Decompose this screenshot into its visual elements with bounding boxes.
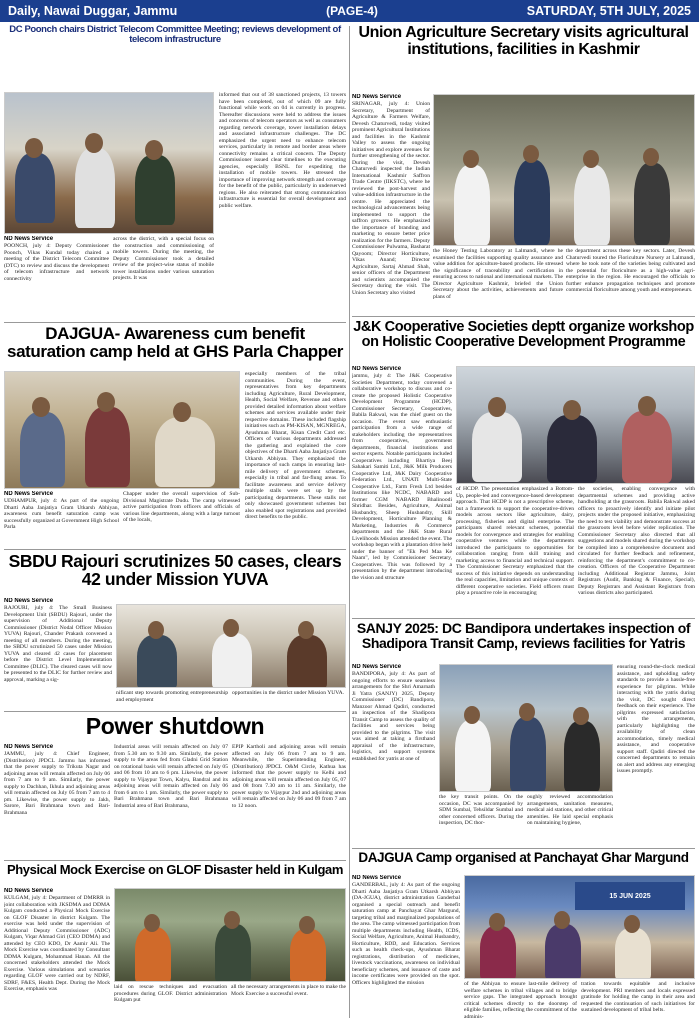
- photo-dajgua-camp: [4, 371, 240, 489]
- headline: SANJY 2025: DC Bandipora undertakes inspection of Shadipora Transit Camp, reviews facilities for Yatris: [356, 621, 691, 651]
- body-text: UDHAMPUR, july 4: As part of the ongoing Dharti Aaba Janjatiya Gram Utkarsh Abhiyan, awareness cum benefit saturation camp was successfully organized at Government High School Parla: [4, 498, 119, 530]
- article-glof-headline: [4, 863, 346, 885]
- article-glof-col1: [4, 888, 110, 1020]
- section-divider: [4, 322, 346, 323]
- article-sbdu-col3: [232, 690, 346, 710]
- photo-poonch-meeting: [4, 92, 214, 234]
- headline: Power shutdown: [85, 714, 265, 739]
- section-divider: [352, 316, 695, 317]
- body-text: jammu, july 4: The J&K Cooperative Societies Department, today convened a collaborative workshop to discuss and co-create the proposed Holistic Cooperative Development Programme (HCDP). Commissioner Secretary, Cooperatives, Babila Rakwal, was the chief guest on the occasion. The event saw enthusiastic participation from a wide range of stakeholders including the representatives from cooperatives, government departments, financial institutions and sector experts. Notable participants included Cooperatives including Bhartiya Beej Sahakari Samiti Ltd., J&K Milk Producers Cooperative Ltd, J&K Dairy Cooperative Federation Ltd., UNATI Multi-State Cooperative Ltd., Farm Fresh Ltd besides Institutions like NCDC, NABARD and former CGM NABARD Bhalinoodi Shridhar. Besides, Agriculture, Animal Husbandry, Sheep Husbandry, Skill Development, Horticulture Planning & Marketing, Industries & Commerce departments and the J&K State Rural Livelihoods Mission attended the event. The workshop began with a plantation drive held under the banner of "Ek Ped Maa Ke Naam", led by Commissioner Secretary, Cooperatives. This was followed by a presentation by the department introducing the vision and structure: [352, 373, 452, 581]
- body-text: across the district, with a special focus on the construction and commissioning of mobile towers. During the meeting, the Deputy Commissioner took a detailed review of the project-wise status of mobile tower installations under various saturation projects. It was: [113, 236, 214, 281]
- article-agri-col1: [352, 94, 430, 312]
- article-marg-col2: [464, 981, 577, 1020]
- byline: ND News Service: [352, 875, 402, 881]
- body-text: RAJOURI, july 4: The Small Business Development Unit (SBDU) Rajouri, under the supervision of Additional Deputy Commissioner (District Nodal Officer Mission YUVA) Rajouri, Chander Prakash convened a meeting of all members. During the meeting, the SBDU scrutinized 50 cases under Mission YUVA and cleared 42 cases for placement before the District Level Implementation Committee (DLIC). The cleared cases will now be presented to the DLIC for further review and approval, marking a sig-: [4, 605, 112, 683]
- body-text: Chapper under the overall supervision of Sub-Divisional Magistrate Dudu. The camp witnessed active participation from officers and officials of various line departments, along with a large turnout of the locals,: [123, 491, 240, 523]
- article-sanjy-headline: [352, 621, 695, 663]
- body-text: oughly reviewed accommodation arrangements, sanitation measures, medical aid stations, and other critical amenities. He laid special emphasis on maintaining hygiene,: [527, 794, 613, 826]
- byline: ND News Service: [4, 236, 54, 242]
- article-sanjy-col1: [352, 664, 435, 844]
- headline: DAJGUA- Awareness cum benefit saturation camp held at GHS Parla Chapper: [7, 325, 343, 361]
- body-text: of the Abhiyan to ensure last-mile delivery of welfare schemes in tribal villages and to bridge service gaps. The integrated approach brought critical schemes directly to the doorstep of eligible families, reflecting the commitment of the adminis-: [464, 981, 577, 1020]
- masthead: [0, 0, 699, 22]
- article-dajgua-col2: [123, 491, 240, 547]
- headline: J&K Cooperative Societies deptt organize workshop on Holistic Cooperative Development Programme: [353, 320, 694, 351]
- body-text: the department across these key sectors. Later, Devesh Chaturvedi toured the Floriculture Nursery at Lalmandi, where he took note of the varieties being cultivated and the potential for floriculture as a high-value agri-enterprise in the region. He encouraged the officials to further enhance propagation techniques and promote commercial floriculture among youth and entrepreneurs.: [566, 248, 695, 293]
- article-power-col2: [114, 744, 228, 858]
- body-text: tration towards equitable and inclusive development. PRI members and locals expressed gratitude for holding the camp in their area and requested the continuation of such initiatives for sustained development of tribal belts.: [581, 981, 695, 1013]
- article-agri-headline: [352, 25, 695, 91]
- byline: ND News Service: [4, 744, 54, 750]
- byline: ND News Service: [4, 491, 54, 497]
- article-sanjy-col3: [527, 794, 613, 846]
- article-jk-col1: [352, 366, 452, 616]
- article-glof-col3: [231, 984, 346, 1020]
- article-dajgua-col3: [245, 371, 346, 547]
- article-sbdu-headline: [4, 552, 346, 596]
- article-power-col3: [232, 744, 346, 858]
- article-jk-col3: [578, 486, 695, 616]
- body-text: GANDERBAL, july 4: As part of the ongoing Dharti Aaba Janjatiya Gram Utkarsh Abhiyan (DA-JGUA), district administration Ganderbal organised a special outreach and benefit saturation camp at Panchayat Ghar Margund, targeting tribal and marginalized populations of the area. The camp witnessed participation from multiple departments including Health, ICDS, Social Welfare, Agriculture, Animal Husbandry, Horticulture, RDD, and Education. Services such as health check-ups, Ayushman Bharat registrations, distribution of medicines, livestock vaccinations, awareness on individual beneficiary schemes, and issuance of caste and income certificates were provided on the spot. Officers highlighted the mission: [352, 882, 460, 986]
- byline: ND News Service: [352, 366, 402, 372]
- article-marg-col1: [352, 875, 460, 1020]
- byline: ND News Service: [352, 664, 402, 670]
- body-text: all the necessary arrangements in place to make the Mock Exercise a successful event.: [231, 984, 346, 997]
- headline: Physical Mock Exercise on GLOF Disaster held in Kulgam: [6, 863, 343, 877]
- article-dajgua-col1: [4, 491, 119, 547]
- article-glof-col2: [114, 984, 227, 1020]
- page-number: (PAGE-4): [326, 4, 378, 18]
- body-text: opportunities in the district under Mission YUVA.: [232, 690, 345, 696]
- body-text: EPIP Kartholi and adjoining areas will remain affected on July 06 from 7 am to 9 am. Meanwhile, the Superintending Engineer, (Distribution) JPDCL O&M Circle, Kathua has informed that the power supply to Kelhi and adjoining areas will remain affected on July 05, 07 and 08 from 7.30 am to 11 am. Similarly, the power supply to Vijaypur 2nd and adjoining areas will remain affected on July 06 and 09 from 7 am to 12 noon.: [232, 744, 346, 809]
- article-poonch-col2: [113, 236, 214, 320]
- body-text: BANDIPORA, july 4: As part of ongoing efforts to ensure seamless arrangements for the Shri Amarnath Ji Yatra (SANJY) 2025, Deputy Commissioner (DC) Bandipora, Manzoor Ahmad Qadiri, conducted an inspection of the Shadipora Transit Camp to assess the quality of facilities and services being provided to the pilgrims. The visit was aimed at taking a firsthand appraisal of the infrastructure, logistics, and support systems established for yatris at one of: [352, 671, 435, 762]
- article-poonch-col1: [4, 236, 109, 320]
- body-text: the societies, enabling convergence with departmental schemes and providing active handholding at the grassroots. Babila Rakwal asked officers to proactively identify and initiate pilot projects under the proposed initiative, emphasizing the need to test viability and demonstrate success at the grassroots level before wider replication. The Commissioner Secretary also directed that all suggestions and models shared during the workshop be compiled into a comprehensive document and circulated for further feedback and refinement, reinforcing the department's commitment to co-creation. Officers of the Cooperative Department including Additional Registrar Jammu, Joint Registrars (Audit, Banking & Finance, Special), Deputy Registrars and Assistant Registrars from various districts also participated.: [578, 486, 695, 596]
- photo-glof-exercise: [114, 888, 346, 982]
- photo-marg-camp: [464, 875, 695, 979]
- body-text: laid on rescue techniques and evacuation procedures during GLOF. District administration Kulgam put: [114, 984, 227, 1003]
- camp-banner: 15 JUN 2025: [575, 882, 685, 910]
- paper-name: Daily, Nawai Duggar, Jammu: [8, 4, 178, 18]
- article-sanjy-col2: [439, 794, 523, 846]
- byline: ND News Service: [352, 94, 402, 100]
- body-text: especially members of the tribal communities. During the event, representatives from key departments including Agriculture, Rural Development, Health, Social Welfare, Revenue and others provided detailed information about welfare schemes and services available under their respective domains. These included flagship initiatives such as PM-KISAN, MGNREGA, Ayushman Bharat, Kisan Credit Card etc. Officers of various departments addressed the gathering and explained the core objectives of the Dharti Aaba Janjatiya Gram Utkarsh Abhiyan. They emphasized the importance of such camps in ensuring last-mile delivery of government schemes, especially in tribal and far-flung areas. To facilitate awareness and service delivery multiple stalls were set up by the participating departments. These stalls not only showcased government schemes but also enabled spot registrations and provided direct benefits to the public.: [245, 371, 346, 520]
- body-text: JAMMU, july 4: Chief Engineer, (Distribution) JPDCL Jammu has informed that the power supply to Trikuta Nagar and adjoining areas will remain affected on July 06 from 7 am to 9 am. Similarly, the power supply to Dachhan, Ikhula and adjoining areas will remain affected on July 05 from 7 am to 4 pm. Likewise, the power supply to Jakh, Sarore, Bari Brahmana town and Bari-Brahmana: [4, 751, 110, 816]
- headline: DAJGUA Camp organised at Panchayat Ghar Margund: [358, 851, 689, 865]
- section-divider: [4, 860, 346, 861]
- body-text: Industrial areas will remain affected on July 07 from 5.30 am to 9.30 am. Similarly, the power supply to the areas fed from Gladni Grid Station on rotational basis will remain affected on July 05 and 06 from 10 am to 6 pm. Likewise, the power supply to Vijaypur Town, Kalyu, Bandral and its adjoining areas will remain affected on July 06 from 6 am to 1 pm. Similarly, the power supply to Bari Brahmana town and Bari Brahmana Industrial area of Bari Brahmana,: [114, 744, 228, 809]
- article-jk-headline: [352, 320, 695, 364]
- article-poonch-col3: [219, 92, 346, 320]
- headline: SBDU Rajouri scrutinizes 50 cases, clears 42 under Mission YUVA: [8, 552, 342, 590]
- body-text: of HCDP. The presentation emphasized a Bottom-Up, people-led and convergence-based development approach. That HCDP is not a prescriptive scheme, but a framework to support the cooperative-driven models across sectors like agriculture, dairy, processing, fisheries and digital enterprise. The participants shared relevant schemes, potential models for convergence and strategies for enabling cooperative ventures while the departments introduced the participants to opportunities for collaboration ranging from skill training and marketing access to financial and technical support. The Commissioner Secretary emphasized that the success of this initiative depends on understanding the real capacities, limitation and unique contexts of different cooperative societies. Field officers must play a proactive role in encouraging: [456, 486, 574, 596]
- section-divider: [352, 618, 695, 619]
- column-divider: [349, 26, 350, 1018]
- body-text: SRINAGAR, july 4: Union Secretary, Department of Agriculture & Farmers Welfare, Devesh Chaturvedi, today visited prominent Agricultural Institutions and facilities in the Kashmir Valley to assess the ongoing initiatives and explore avenues for further strengthening of the sector. During the visit, Devesh Chaturvedi inspected the Indian International Kashmir Saffron Trade Centre (IIKSTC), where he reviewed the post-harvest and value-addition infrastructure in the centre. He appreciated the technological advancements being implemented to support the saffron growers. He emphasized the importance of branding and marketing to ensure better price realization for the farmers. Deputy Commissioner Pulwama, Basharat Qayoom; Director Horticulture, Vikas Anand; Director Agriculture, Sartaj Ahmad Shah, senior officers of the Department and scientists accompanied the Secretary during the visit. The Union Secretary also visited: [352, 101, 430, 296]
- body-text: POONCH, july 4: Deputy Commissioner Poonch, Vikas Kundal today chaired a meeting of the District Telecom Committee (DTC) to review and discuss the development of telecom infrastructure and network connectivity: [4, 243, 109, 282]
- article-poonch-headline: [4, 25, 346, 45]
- body-text: informed that out of 38 sanctioned projects, 13 towers have been completed, out of which 09 are fully functional while work on 04 is currently in progress. Thereafter discussions were held to address the issues and concerns of telecom operators as well as consumers regarding network coverage, tower installation delays and associated infrastructure challenges. The DC emphasized the urgent need to enhance telecom services, particularly in remote and border areas where connectivity remains a critical concern. The Deputy Commissioner issued clear timelines to the executing agencies, especially BSNL for expediting the installation of mobile towers. He stressed the importance of improving network strength and coverage for the benefit of the public, particularly in underserved regions. He also reiterated that strong communication infrastructure is essential for overall development and public welfare.: [219, 92, 346, 209]
- article-marg-col3: [581, 981, 695, 1020]
- article-sanjy-col4: [617, 664, 695, 846]
- byline: ND News Service: [4, 598, 54, 604]
- section-divider: [352, 848, 695, 849]
- body-text: nificant step towards promoting entrepreneurship and employment: [116, 690, 228, 703]
- section-divider: [4, 549, 346, 550]
- article-dajgua-headline: [4, 325, 346, 369]
- article-jk-col2: [456, 486, 574, 616]
- article-power-col1: [4, 744, 110, 858]
- photo-sanjy-inspection: [439, 664, 613, 792]
- body-text: KULGAM, july 4: Department of DMRRR in joint collaboration with JKSDMA and DDMA Kulgam conducted a Physical Mock Exercise on GLOF Disaster in district Kulgam. The exercise was held under the supervision of Additional Deputy Commissioner (ADC) Kulgam, Viqar Ahmad Giri (CEO DDMA) and attended by CEO KDO, Dr Aamir Ali. The Mock Exercise was coordinated by Consultant DDMA Kulgam, Mohammad Hanan. All the concerned stakeholders attended the Mock Exercise. Various simulations and scenarios regarding GLOF were carried out by NDRF, SDRF, F&ES, Health Dept. During the Mock Exercise, emphasis was: [4, 895, 110, 992]
- byline: ND News Service: [4, 888, 54, 894]
- body-text: the Honey Testing Laboratory at Lalmandi, where he examined the facilities supporting quality assurance and value addition for apiculture-based products. He stressed the significance of traceability and certification in ensuring access to national and international markets. The Director Agriculture Kashmir, briefed the Union Secretary about the activities, achievements and future plans of: [433, 248, 563, 300]
- article-marg-headline: [352, 851, 695, 873]
- photo-sbdu-meeting: [116, 604, 346, 688]
- article-sbdu-col1: [4, 598, 112, 708]
- issue-date: SATURDAY, 5TH JULY, 2025: [526, 4, 691, 18]
- headline: DC Poonch chairs District Telecom Committee Meeting; reviews development of telecom infrastructure: [9, 25, 341, 45]
- headline: Union Agriculture Secretary visits agricultural institutions, facilities in Kashmir: [358, 25, 689, 58]
- section-divider: [4, 711, 346, 712]
- article-power-headline: [4, 714, 346, 742]
- body-text: the key transit points. On the occasion, DC was accompanied by SDM Sumbal, Tehsildar Sumbal and other concerned officers. During the inspection, DC thor-: [439, 794, 523, 826]
- photo-jk-workshop: [456, 366, 695, 484]
- article-sbdu-col2: [116, 690, 228, 710]
- body-text: ensuring round-the-clock medical assistance, and upholding safety standards to provide a hassle-free experience for pilgrims. While interacting with the yatris during the visit, DC sought direct feedback on their experience. The pilgrims expressed satisfaction with the arrangements, particularly highlighting the availability of clean accommodation, timely medical assistance, and cooperative support staff. Qadiri directed the concerned departments to remain on alert and address any emerging issues promptly.: [617, 664, 695, 774]
- article-agri-col2: [433, 248, 563, 314]
- article-agri-col3: [566, 248, 695, 314]
- photo-agri-visit: [433, 94, 695, 246]
